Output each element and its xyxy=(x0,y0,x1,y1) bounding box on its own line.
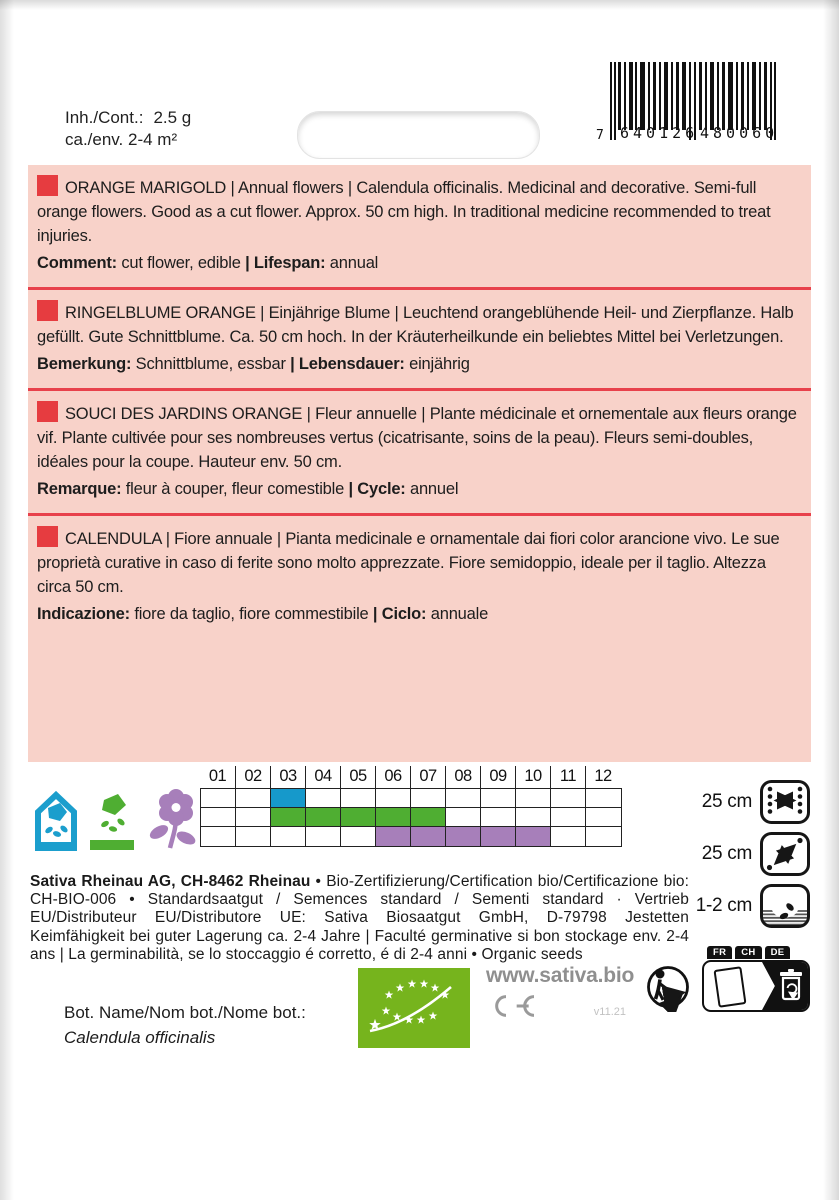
note-label: | Lifespan: xyxy=(245,254,326,272)
packet-edge-right xyxy=(823,0,839,1200)
note-label: Indicazione: xyxy=(37,605,130,623)
barcode-digit-prefix: 7 xyxy=(596,128,604,143)
note-line-fr xyxy=(37,477,802,501)
calendar-cell-sowing-outdoors xyxy=(306,808,341,827)
disposal-region-fr: FR xyxy=(707,946,732,959)
content-label: Inh./Cont.: xyxy=(65,108,144,127)
calendar-cell-sowing-outdoors xyxy=(341,808,376,827)
content-value: 2.5 g xyxy=(153,108,192,127)
calendar-cell-sowing-under-glass xyxy=(236,789,271,808)
calendar-month-label: 12 xyxy=(585,766,620,788)
plant-distance-row xyxy=(676,832,810,876)
variety-description-de: RINGELBLUME ORANGE | Einjährige Blume | Leuchtend orangeblühende Heil- und Zierpflanze. Halb gefüllt. Gute Schnittblume. Ca. 50 cm hoch. In der Kräuterheilkunde ein beliebtes Mittel bei Verletzungen. xyxy=(37,304,794,346)
calendar-cell-flowering xyxy=(586,827,621,846)
calendar-month-label: 06 xyxy=(375,766,410,788)
calendar-cell-sowing-under-glass xyxy=(411,789,446,808)
calendar-month-row xyxy=(200,766,622,788)
note-line-de xyxy=(37,352,802,376)
calendar-month-label: 09 xyxy=(480,766,515,788)
note-text: fiore da taglio, fiore commestibile xyxy=(129,605,373,623)
calendar-cell-sowing-outdoors xyxy=(411,808,446,827)
note-text: annuel xyxy=(405,480,459,498)
calendar-cell-sowing-under-glass xyxy=(586,789,621,808)
calendar-cell-sowing-outdoors xyxy=(446,808,481,827)
note-label: Bemerkung: xyxy=(37,355,132,373)
calendar-cell-sowing-outdoors xyxy=(586,808,621,827)
note-text: Schnittblume, essbar xyxy=(131,355,291,373)
calendar-cell-flowering xyxy=(376,827,411,846)
description-text-en xyxy=(37,175,802,248)
calendar-legend-icons xyxy=(34,786,200,852)
calendar-cell-flowering xyxy=(306,827,341,846)
variety-description-fr: SOUCI DES JARDINS ORANGE | Fleur annuelle | Plante médicinale et ornementale aux fleurs orange vif. Plante cultivée pour ses nombreuses vertus (cicatrisante, soins de la peau). Fleurs semi-doubles, idéales pour la coupe. Hauteur env. 50 cm. xyxy=(37,405,797,471)
calendar-cell-flowering xyxy=(481,827,516,846)
sowing-calendar xyxy=(200,766,622,847)
calendar-cell-sowing-under-glass xyxy=(201,789,236,808)
company-name: Sativa Rheinau AG, CH-8462 Rheinau xyxy=(30,872,311,890)
calendar-cell-sowing-outdoors xyxy=(516,808,551,827)
calendar-cell-flowering xyxy=(236,827,271,846)
barcode-digits-left: 640126 xyxy=(620,124,699,142)
triman-recycling-icon xyxy=(646,960,690,1012)
calendar-cell-flowering xyxy=(201,827,236,846)
disposal-region-ch: CH xyxy=(735,946,761,959)
red-square-bullet-icon xyxy=(37,175,58,196)
spacing-info-column xyxy=(676,780,810,936)
calendar-cell-sowing-outdoors xyxy=(376,808,411,827)
packet-edge-left xyxy=(0,0,14,1200)
barcode-digits-right: 480060 xyxy=(700,124,779,142)
disposal-bin-area xyxy=(762,962,808,1010)
calendar-cell-sowing-under-glass xyxy=(481,789,516,808)
calendar-cell-sowing-under-glass xyxy=(376,789,411,808)
botanical-name: Calendula officinalis xyxy=(64,1028,216,1047)
calendar-month-label: 01 xyxy=(208,767,227,785)
calendar-cell-sowing-under-glass xyxy=(271,789,306,808)
calendar-cell-sowing-outdoors xyxy=(481,808,516,827)
description-block-it xyxy=(28,516,811,638)
packet-edge-top xyxy=(0,0,839,10)
calendar-cell-flowering xyxy=(516,827,551,846)
calendar-cell-sowing-under-glass xyxy=(516,789,551,808)
disposal-region-tabs xyxy=(707,946,810,959)
content-amount xyxy=(65,107,191,151)
waste-bin-icon xyxy=(776,968,806,1004)
calendar-cell-sowing-under-glass xyxy=(551,789,586,808)
red-square-bullet-icon xyxy=(37,300,58,321)
note-text: annual xyxy=(325,254,379,272)
calendar-month-label: 05 xyxy=(340,766,375,788)
plant-distance-label: 25 cm xyxy=(701,843,752,864)
botanical-name-block xyxy=(64,1000,306,1050)
description-panel xyxy=(28,165,811,762)
calendar-cell-sowing-outdoors xyxy=(551,808,586,827)
seed-packet-icon xyxy=(713,966,746,1008)
calendar-month-label: 07 xyxy=(410,766,445,788)
note-label: Comment: xyxy=(37,254,117,272)
description-text-fr xyxy=(37,401,802,474)
calendar-month-label: 08 xyxy=(445,766,480,788)
description-text-it xyxy=(37,526,802,599)
description-block-de xyxy=(28,290,811,388)
sowing-depth-row xyxy=(676,884,810,928)
calendar-cell-sowing-under-glass xyxy=(341,789,376,808)
calendar-cell-sowing-outdoors xyxy=(236,808,271,827)
calendar-grid-body xyxy=(200,788,622,847)
calendar-month-label: 03 xyxy=(270,766,305,788)
disposal-packet-area xyxy=(704,962,762,1010)
calendar-cell-sowing-under-glass xyxy=(446,789,481,808)
description-text-de xyxy=(37,300,802,349)
website-block xyxy=(486,964,635,1018)
note-label: Remarque: xyxy=(37,480,122,498)
red-square-bullet-icon xyxy=(37,526,58,547)
eu-organic-logo xyxy=(358,968,470,1048)
calendar-cell-sowing-outdoors xyxy=(201,808,236,827)
row-distance-label: 25 cm xyxy=(701,791,752,812)
coverage-area-line: ca./env. 2-4 m² xyxy=(65,130,178,149)
calendar-month-label: 10 xyxy=(515,766,550,788)
note-label: | Ciclo: xyxy=(372,605,427,623)
disposal-body xyxy=(702,960,810,1012)
calendar-cell-sowing-outdoors xyxy=(271,808,306,827)
certification-text: • Bio-Zertifizierung/Certification bio/Certificazione bio: CH-BIO-006 • Standardsaatgut / Semences standard / Sementi standard · Vertrieb EU/Distributeur EU/Distributore UE: Sativa Biosaatgut GmbH, D-79798 Jestetten Keimfähigkeit bei guter Lagerung ca. 2-4 Jahre | Faculté germinative si bon stockage env. 2-4 ans | La germinabilità, se lo stoccaggio é corretto, é di 2-4 anni • Organic seeds xyxy=(30,872,689,964)
ean-barcode xyxy=(596,62,780,162)
disposal-label xyxy=(702,946,810,1012)
version-label: v11.21 xyxy=(593,1006,626,1018)
calendar-cell-flowering xyxy=(551,827,586,846)
calendar-cell-flowering xyxy=(341,827,376,846)
note-label: | Cycle: xyxy=(348,480,406,498)
hang-hole-cutout xyxy=(297,111,540,159)
note-text: einjährig xyxy=(404,355,470,373)
calendar-month-label: 04 xyxy=(305,766,340,788)
disposal-region-de: DE xyxy=(765,946,791,959)
sowing-under-glass-icon xyxy=(34,788,78,852)
calendar-cell-flowering xyxy=(446,827,481,846)
red-square-bullet-icon xyxy=(37,401,58,422)
website-url: www.sativa.bio xyxy=(486,964,635,987)
content-weight-line xyxy=(65,107,191,129)
description-block-fr xyxy=(28,391,811,513)
calendar-cell-flowering xyxy=(411,827,446,846)
sowing-depth-icon xyxy=(760,884,810,928)
note-text: annuale xyxy=(426,605,489,623)
ce-version-row xyxy=(486,994,626,1018)
variety-description-it: CALENDULA | Fiore annuale | Pianta medicinale e ornamentale dai fiori color arancione vivo. Le sue proprietà curative in caso di ferite sono molto apprezzate. Fiore semidoppio, ideale per il taglio. Altezza circa 50 cm. xyxy=(37,530,780,596)
calendar-cell-sowing-under-glass xyxy=(306,789,341,808)
note-line-en xyxy=(37,251,802,275)
botanical-name-label: Bot. Name/Nom bot./Nome bot.: xyxy=(64,1003,306,1022)
note-line-it xyxy=(37,602,802,626)
company-info xyxy=(30,873,689,965)
note-label: | Lebensdauer: xyxy=(290,355,405,373)
description-block-en xyxy=(28,165,811,287)
calendar-cell-flowering xyxy=(271,827,306,846)
note-text: fleur à couper, fleur comestible xyxy=(121,480,349,498)
sowing-depth-label: 1-2 cm xyxy=(695,895,752,916)
note-text: cut flower, edible xyxy=(116,254,246,272)
calendar-month-label: 02 xyxy=(235,766,270,788)
sowing-outdoors-icon xyxy=(88,788,136,852)
calendar-month-label: 11 xyxy=(550,766,585,788)
row-distance-row xyxy=(676,780,810,824)
variety-description-en: ORANGE MARIGOLD | Annual flowers | Calendula officinalis. Medicinal and decorative. Semi-full orange flowers. Good as a cut flower. Approx. 50 cm high. In traditional medicine recommended to treat injuries. xyxy=(37,179,771,245)
ce-mark-icon xyxy=(486,994,538,1018)
row-spacing-icon xyxy=(760,780,810,824)
flowering-icon xyxy=(146,786,200,852)
plant-spacing-icon xyxy=(760,832,810,876)
